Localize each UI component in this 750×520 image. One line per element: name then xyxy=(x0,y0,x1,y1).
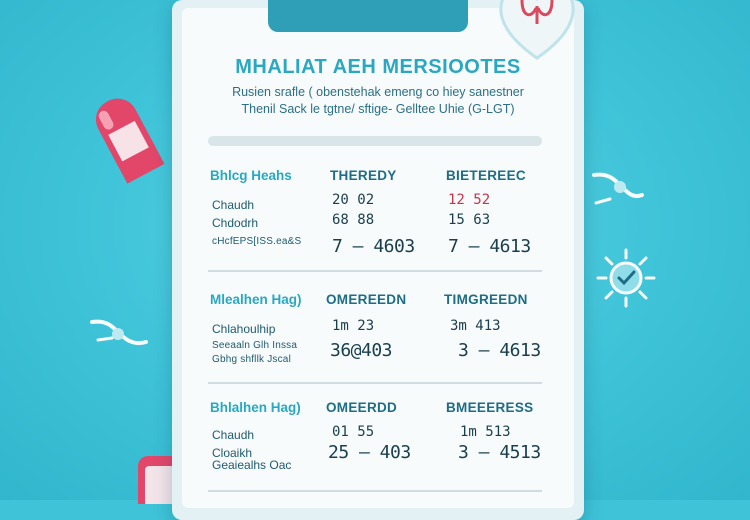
section-divider xyxy=(208,382,542,384)
value-cell: 1m 23 xyxy=(332,318,375,334)
column-header: THEREDY xyxy=(330,168,397,183)
subtitle-line: Rusien srafle ( obenstehak emeng co hiey sanestner xyxy=(232,85,524,99)
value-cell: 3 — 4613 xyxy=(458,340,541,361)
value-cell: 68 88 xyxy=(332,212,375,228)
value-cell: 3m 413 xyxy=(450,318,501,334)
row-label: Chaudh xyxy=(212,428,255,442)
bacteria-icon xyxy=(588,165,648,215)
column-header: OMEERDD xyxy=(326,400,398,415)
row-label: Gbhg shfllk Jscal xyxy=(212,354,291,365)
value-cell: 15 63 xyxy=(448,212,491,228)
card-title: MHALIAT AEH MERSIOOTES xyxy=(235,56,521,78)
row-label: cHcfEPS[ISS.ea&S xyxy=(212,236,302,247)
value-cell: 7 — 4603 xyxy=(332,236,415,257)
card-subtitle xyxy=(200,84,556,118)
value-cell: 01 55 xyxy=(332,424,375,440)
row-label: Cloaikh xyxy=(212,446,253,460)
subtitle-line: Thenil Sack le tgtne/ sftige- Gelltee Uhie (G-LGT) xyxy=(241,102,515,116)
value-cell: 3 — 4513 xyxy=(458,442,541,463)
value-cell: 7 — 4613 xyxy=(448,236,531,257)
virus-icon xyxy=(594,246,658,310)
value-cell: 1m 513 xyxy=(460,424,511,440)
column-header: TIMGREEDN xyxy=(444,292,528,307)
section-label: Bhlalhen Hag) xyxy=(210,400,301,415)
value-cell: 25 — 403 xyxy=(328,442,411,463)
heart-shield-icon xyxy=(492,0,582,62)
value-cell: 20 02 xyxy=(332,192,375,208)
column-header: BIETEREEC xyxy=(446,168,526,183)
section-divider xyxy=(208,490,542,492)
row-label: Seeaaln Glh Inssa xyxy=(212,340,298,351)
pill-capsule-icon xyxy=(88,88,168,188)
row-label: Geaiealhs Oac xyxy=(212,458,292,472)
header-divider xyxy=(208,136,542,146)
row-label: Chdodrh xyxy=(212,216,259,230)
row-label: Chlahoulhip xyxy=(212,322,276,336)
bacteria-icon xyxy=(88,310,158,360)
section-label: Bhlcg Heahs xyxy=(210,168,292,183)
column-header: BMEEERESS xyxy=(446,400,534,415)
section-divider xyxy=(208,270,542,272)
value-cell: 36@403 xyxy=(330,340,393,361)
row-label: Chaudh xyxy=(212,198,255,212)
clipboard-clip xyxy=(268,0,468,32)
value-cell: 12 52 xyxy=(448,192,491,208)
column-header: OMEREEDN xyxy=(326,292,407,307)
section-label: Mlealhen Hag) xyxy=(210,292,302,307)
